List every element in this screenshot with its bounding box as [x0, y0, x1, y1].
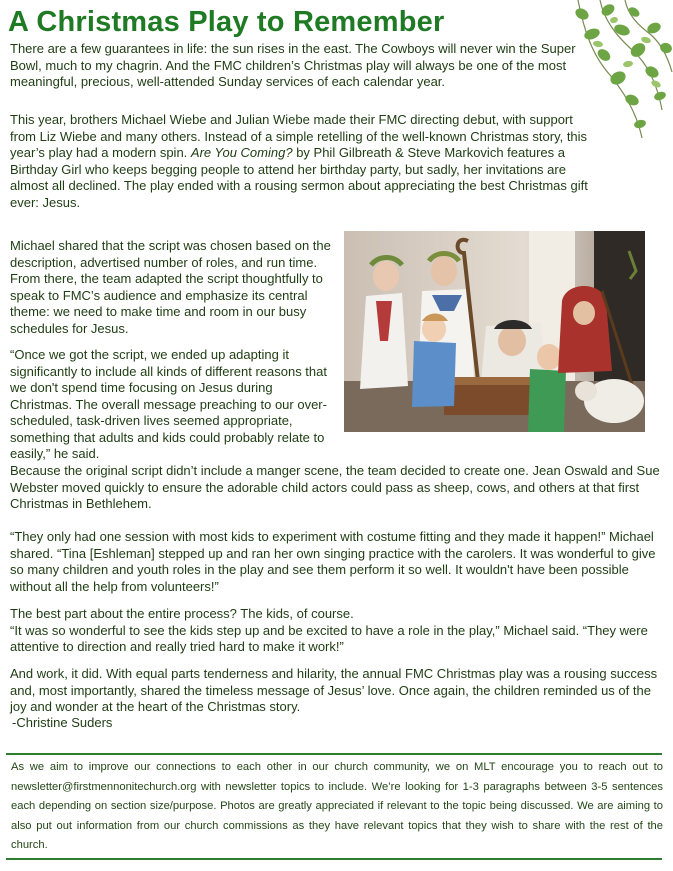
author-signature: -Christine Suders	[12, 715, 113, 730]
script-choice-paragraph: Michael shared that the script was chosen based on the description, advertised number of roles, and run time. From there, the team adapted the script thoughtfully to speak to FMC’s audience and emphasize its central theme: we need to make time and room in our busy schedules for Jesus.	[10, 238, 331, 336]
closing-paragraph: And work, it did. With equal parts tenderness and hilarity, the annual FMC Christmas play was a rousing success and, most importantly, shared the timeless message of Jesus’ love. Once again, the children reminded us of the joy and wonder at the heart of the Christmas story.	[10, 666, 658, 714]
notice-bottom-divider	[6, 858, 662, 860]
costume-quote-paragraph: “They only had one session with most kids to experiment with costume fitting and they made it happen!” Michael shared. “Tina [Eshleman] stepped up and ran her own singing practice with the carolers. It was wonderful to give so many children and youth roles in the play and see them perform it so well. It wouldn't have been possible without all the help from volunteers!”	[10, 529, 656, 594]
best-part-paragraph	[10, 606, 660, 656]
intro-paragraph: There are a few guarantees in life: the sun rises in the east. The Cowboys will never win the Super Bowl, much to my chagrin. And the FMC children’s Christmas play will always be one of the most meaningful, precious, well-attended Sunday services of each calendar year.	[10, 41, 576, 89]
directors-paragraph-text: This year, brothers Michael Wiebe and Julian Wiebe made their FMC directing debut, with support from Liz Wiebe and many others. Instead of a simple retelling of the well-known Christmas story, this year’s play had a modern spin.	[10, 112, 588, 160]
manger-scene-paragraph: Because the original script didn’t include a manger scene, the team decided to create one. Jean Oswald and Sue Webster moved quickly to ensure the adorable child actors could pass as sheep, cows, and others at that first Christmas in Bethlehem.	[10, 463, 660, 511]
directors-paragraph	[10, 112, 590, 211]
newsletter-notice: As we aim to improve our connections to each other in our church community, we on MLT encourage you to reach out to newsletter@firstmennonitechurch.org with newsletter topics to include. We’re looking for 1-3 paragraphs between 3-5 sentences each depending on section size/purpose. Photos are greatly appreciated if relevant to the topic being discussed. We are aiming to also put out information from our church commissions as they have relevant topics that they wish to share with the rest of the church.	[11, 761, 663, 851]
nativity-play-photo	[344, 231, 645, 432]
notice-top-divider	[6, 753, 662, 755]
article-title: A Christmas Play to Remember	[8, 6, 445, 38]
adaptation-quote-paragraph: “Once we got the script, we ended up adapting it significantly to include all kinds of different reasons that we don't spend time focusing on Jesus during Christmas. The overall message preaching to our over-scheduled, task-driven lives seemed appropriate, something that adults and kids could probably relate to easily,” he said.	[10, 347, 327, 461]
best-part-quote: “It was so wonderful to see the kids step up and be excited to have a role in the play,” Michael said. “They were attentive to direction and really tried hard to make it work!”	[10, 622, 648, 654]
play-title: Are You Coming?	[190, 145, 293, 160]
directors-paragraph-continued: by Phil Gilbreath & Steve Markovich features a Birthday Girl who keeps begging people to attend her birthday party, but sadly, her invitations are almost all declined. The play ended with a rousing sermon about appreciating the best Christmas gift ever: Jesus.	[10, 145, 588, 210]
best-part-lead: The best part about the entire process? The kids, of course.	[10, 606, 354, 621]
